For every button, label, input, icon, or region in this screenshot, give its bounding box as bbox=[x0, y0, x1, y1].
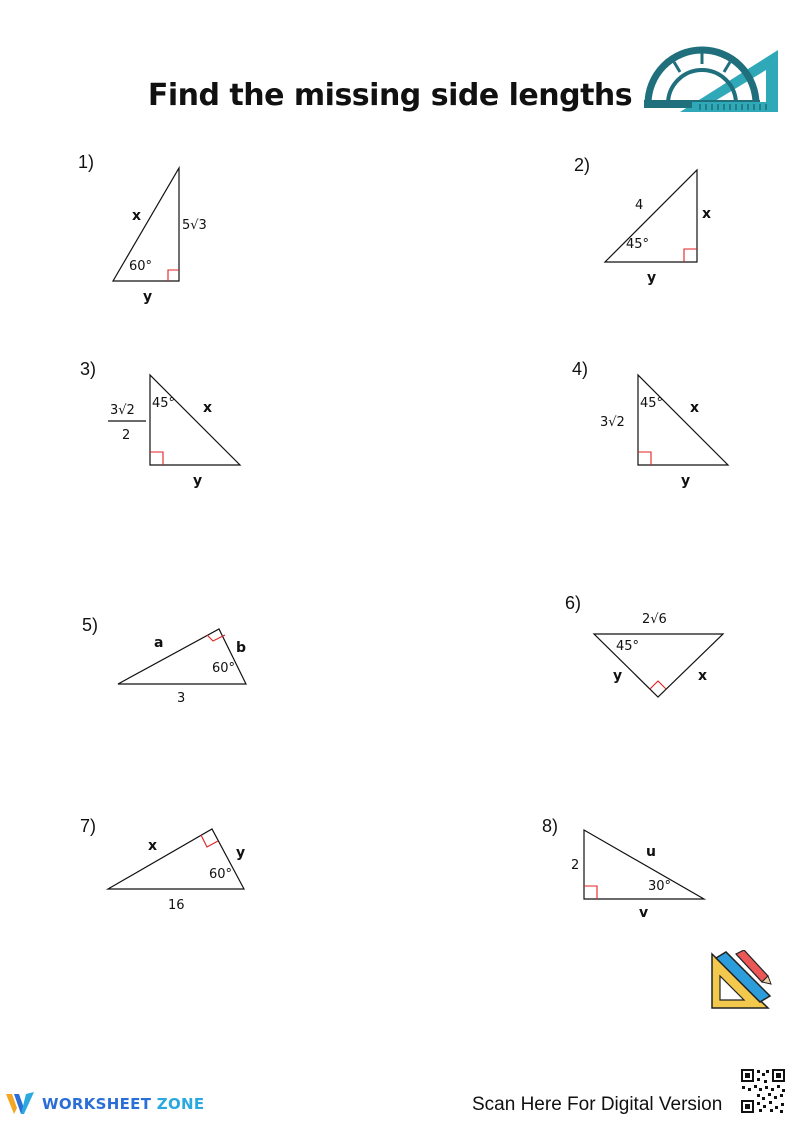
p4-side-y: y bbox=[681, 473, 691, 489]
p2-side-x: x bbox=[702, 206, 712, 222]
p1-side-given: 5√3 bbox=[182, 218, 207, 233]
p3-side-x: x bbox=[203, 400, 213, 416]
p5-side-b: b bbox=[236, 640, 247, 656]
p3-side-given-denominator: 2 bbox=[122, 428, 131, 443]
qr-code-icon[interactable] bbox=[740, 1068, 786, 1114]
p2-angle: 45° bbox=[626, 237, 650, 252]
right-angle-mark-7 bbox=[201, 835, 218, 847]
p6-side-given: 2√6 bbox=[642, 612, 667, 627]
p4-side-given: 3√2 bbox=[600, 415, 625, 430]
p5-side-given: 3 bbox=[177, 691, 186, 706]
brand-worksheet: WORKSHEET bbox=[42, 1095, 152, 1113]
ruler-pencil-icon bbox=[710, 950, 772, 1010]
p1-side-x: x bbox=[132, 208, 142, 224]
p8-angle: 30° bbox=[648, 879, 672, 894]
p4-side-x: x bbox=[690, 400, 700, 416]
p8-side-u: u bbox=[646, 844, 656, 860]
p2-side-given: 4 bbox=[635, 198, 644, 213]
p6-side-y: y bbox=[613, 668, 623, 684]
p2-side-y: y bbox=[647, 270, 657, 286]
p6-angle: 45° bbox=[616, 639, 640, 654]
p5-angle: 60° bbox=[212, 661, 236, 676]
problem-2-number: 2) bbox=[574, 155, 591, 175]
p7-angle: 60° bbox=[209, 867, 233, 882]
p5-side-a: a bbox=[154, 635, 164, 651]
problem-8-number: 8) bbox=[542, 816, 559, 836]
p8-side-given: 2 bbox=[571, 858, 580, 873]
p3-angle: 45° bbox=[152, 396, 176, 411]
right-angle-mark-1 bbox=[168, 270, 179, 281]
p7-side-x: x bbox=[148, 838, 158, 854]
problem-1-number: 1) bbox=[78, 152, 95, 172]
right-angle-mark-5 bbox=[207, 635, 225, 641]
scan-text: Scan Here For Digital Version bbox=[472, 1094, 723, 1115]
p7-side-given: 16 bbox=[168, 898, 185, 913]
right-angle-mark-4 bbox=[638, 452, 651, 465]
p7-side-y: y bbox=[236, 845, 246, 861]
right-angle-mark-6 bbox=[650, 681, 666, 689]
right-angle-mark-3 bbox=[150, 452, 163, 465]
p8-side-v: v bbox=[639, 905, 649, 921]
problem-3-number: 3) bbox=[80, 359, 97, 379]
right-angle-mark-8 bbox=[584, 886, 597, 899]
triangle-6 bbox=[594, 634, 723, 697]
problem-7-number: 7) bbox=[80, 816, 97, 836]
brand-logo[interactable] bbox=[6, 1092, 204, 1116]
right-angle-mark-2 bbox=[684, 249, 697, 262]
p6-side-x: x bbox=[698, 668, 708, 684]
p3-side-given-numerator: 3√2 bbox=[110, 403, 135, 418]
p1-angle: 60° bbox=[129, 259, 153, 274]
problem-4-number: 4) bbox=[572, 359, 589, 379]
problem-6-number: 6) bbox=[565, 593, 582, 613]
problem-5-number: 5) bbox=[82, 615, 99, 635]
p1-side-y: y bbox=[143, 289, 153, 305]
triangle-8 bbox=[584, 830, 704, 899]
triangle-2 bbox=[605, 170, 697, 262]
brand-zone: ZONE bbox=[156, 1095, 205, 1113]
page-title: Find the missing side lengths bbox=[147, 78, 633, 113]
p4-angle: 45° bbox=[640, 396, 664, 411]
p3-side-y: y bbox=[193, 473, 203, 489]
worksheetzone-logo-icon bbox=[6, 1092, 36, 1116]
